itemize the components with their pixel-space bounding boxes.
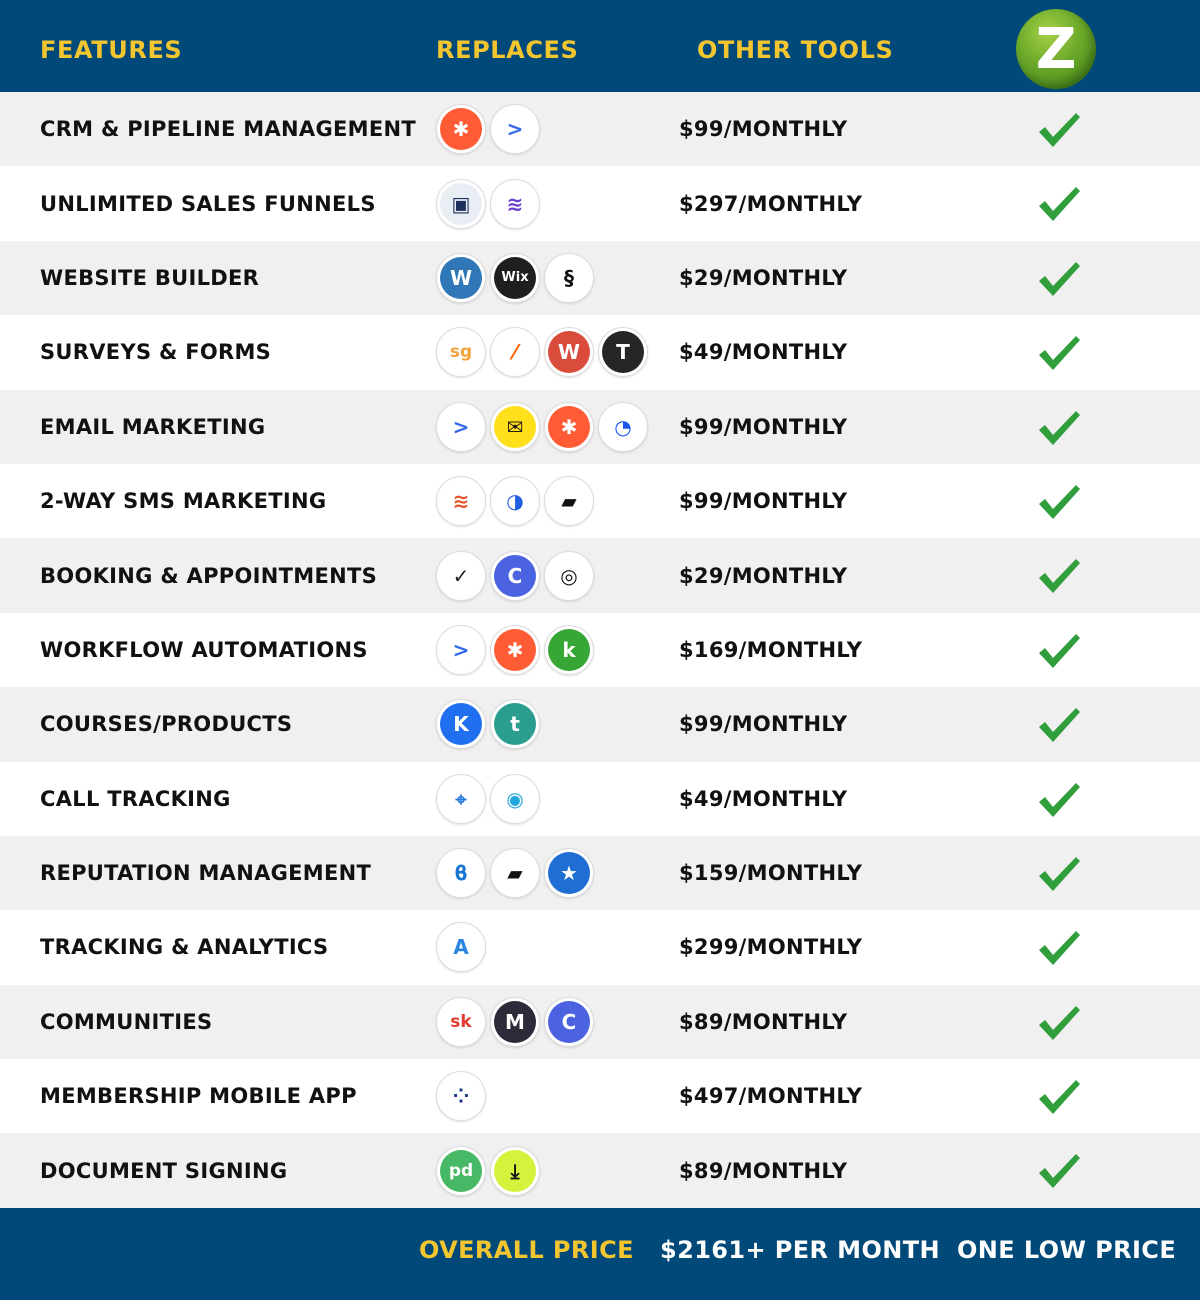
table-row	[0, 1059, 1200, 1133]
feature-name: COMMUNITIES	[40, 1009, 213, 1034]
squarespace-icon	[544, 253, 594, 303]
skool-glyph: sk	[440, 1001, 482, 1043]
keap-glyph: k	[548, 629, 590, 671]
replaced-tools	[436, 985, 594, 1059]
feature-name: WORKFLOW AUTOMATIONS	[40, 637, 368, 662]
surveygizmo-glyph: sg	[440, 331, 482, 373]
other-tools-price: $299/MONTHLY	[679, 935, 863, 960]
calltrackingmetrics-icon	[490, 774, 540, 824]
other-tools-price: $99/MONTHLY	[679, 489, 848, 514]
jotform-icon	[490, 327, 540, 377]
comparison-rows	[0, 92, 1200, 1208]
constant-contact-icon	[598, 402, 648, 452]
replaced-tools	[436, 92, 540, 166]
replaced-tools	[436, 762, 540, 836]
replaced-tools	[436, 1133, 540, 1207]
wufoo-glyph: W	[548, 331, 590, 373]
replaced-tools	[436, 538, 594, 612]
hubspot-icon	[490, 625, 540, 675]
typeform-glyph: T	[602, 331, 644, 373]
other-tools-price: $99/MONTHLY	[679, 414, 848, 439]
table-row	[0, 836, 1200, 910]
activecampaign-icon	[436, 625, 486, 675]
kartra-icon	[490, 179, 540, 229]
checkmark-icon	[1036, 110, 1082, 150]
feature-name: DOCUMENT SIGNING	[40, 1158, 288, 1183]
table-header	[0, 0, 1200, 92]
other-tools-price: $99/MONTHLY	[679, 117, 848, 142]
calltrackingmetrics-glyph: ◉	[494, 778, 536, 820]
feature-name: COURSES/PRODUCTS	[40, 712, 293, 737]
table-row	[0, 1133, 1200, 1207]
table-row	[0, 464, 1200, 538]
table-row	[0, 92, 1200, 166]
table-row	[0, 762, 1200, 836]
clicksend-icon	[436, 476, 486, 526]
wix-icon	[490, 253, 540, 303]
feature-name: TRACKING & ANALYTICS	[40, 935, 329, 960]
checkmark-icon	[1036, 1151, 1082, 1191]
table-row	[0, 687, 1200, 761]
checkmark-icon	[1036, 928, 1082, 968]
podium-icon	[544, 476, 594, 526]
clickfunnels-glyph: ▣	[440, 183, 482, 225]
feature-name: SURVEYS & FORMS	[40, 340, 272, 365]
mailchimp-icon	[490, 402, 540, 452]
other-tools-price: $89/MONTHLY	[679, 1158, 848, 1183]
feature-name: CALL TRACKING	[40, 786, 231, 811]
typeform-icon	[598, 327, 648, 377]
calendly-icon	[490, 551, 540, 601]
other-tools-total: $2161+ PER MONTH	[660, 1236, 941, 1264]
feature-name: EMAIL MARKETING	[40, 414, 266, 439]
feature-name: CRM & PIPELINE MANAGEMENT	[40, 117, 416, 142]
checkmark-icon	[1036, 482, 1082, 522]
replaced-tools	[436, 613, 594, 687]
feature-name: REPUTATION MANAGEMENT	[40, 861, 372, 886]
checkmark-icon	[1036, 184, 1082, 224]
table-row	[0, 538, 1200, 612]
table-row	[0, 315, 1200, 389]
podium-glyph: ▰	[548, 480, 590, 522]
table-row	[0, 390, 1200, 464]
analytics-icon	[436, 922, 486, 972]
replaced-tools	[436, 241, 594, 315]
checkmark-icon	[1036, 259, 1082, 299]
feature-name: 2-WAY SMS MARKETING	[40, 489, 327, 514]
other-tools-price: $29/MONTHLY	[679, 563, 848, 588]
overall-price-label: OVERALL PRICE	[419, 1236, 634, 1264]
docusign-icon	[490, 1146, 540, 1196]
replaced-tools	[436, 1059, 486, 1133]
analytics-glyph: A	[440, 926, 482, 968]
replaces-column-header: REPLACES	[436, 36, 579, 64]
birdeye-glyph: ϐ	[440, 852, 482, 894]
features-column-header: FEATURES	[40, 36, 183, 64]
hubspot-icon	[436, 104, 486, 154]
setmore-glyph: ◎	[548, 555, 590, 597]
callrail-glyph: ⌖	[440, 778, 482, 820]
birdeye-icon	[436, 848, 486, 898]
activecampaign-icon	[490, 104, 540, 154]
other-tools-price: $49/MONTHLY	[679, 786, 848, 811]
kajabi-glyph: K	[440, 703, 482, 745]
trustpilot-icon	[544, 848, 594, 898]
replaced-tools	[436, 910, 486, 984]
hubspot-icon	[544, 402, 594, 452]
table-row	[0, 910, 1200, 984]
other-tools-price: $497/MONTHLY	[679, 1084, 863, 1109]
checkmark-icon	[1036, 408, 1082, 448]
replaced-tools	[436, 315, 648, 389]
setmore-icon	[544, 551, 594, 601]
membership-app-glyph: ⁘	[440, 1075, 482, 1117]
feature-name: UNLIMITED SALES FUNNELS	[40, 191, 376, 216]
checkmark-icon	[1036, 333, 1082, 373]
podium-icon	[490, 848, 540, 898]
one-low-price-label: ONE LOW PRICE	[957, 1236, 1177, 1264]
other-tools-price: $29/MONTHLY	[679, 265, 848, 290]
jotform-glyph: ⁄	[494, 331, 536, 373]
surveygizmo-icon	[436, 327, 486, 377]
checkmark-icon	[1036, 780, 1082, 820]
feature-name: BOOKING & APPOINTMENTS	[40, 563, 378, 588]
other-tools-price: $159/MONTHLY	[679, 861, 863, 886]
hubspot-glyph: ✱	[494, 629, 536, 671]
feature-name: WEBSITE BUILDER	[40, 265, 260, 290]
replaced-tools	[436, 464, 594, 538]
acuity-icon	[436, 551, 486, 601]
other-tools-price: $99/MONTHLY	[679, 712, 848, 737]
table-row	[0, 613, 1200, 687]
checkmark-icon	[1036, 854, 1082, 894]
replaced-tools	[436, 390, 648, 464]
table-footer	[0, 1208, 1200, 1300]
table-row	[0, 166, 1200, 240]
checkmark-icon	[1036, 705, 1082, 745]
mighty-networks-glyph: M	[494, 1001, 536, 1043]
membership-app-icon	[436, 1071, 486, 1121]
simpletexting-icon	[490, 476, 540, 526]
feature-name: MEMBERSHIP MOBILE APP	[40, 1084, 357, 1109]
checkmark-icon	[1036, 1003, 1082, 1043]
wordpress-icon	[436, 253, 486, 303]
skool-icon	[436, 997, 486, 1047]
circle-glyph: C	[548, 1001, 590, 1043]
pandadoc-glyph: pd	[440, 1150, 482, 1192]
other-tools-price: $297/MONTHLY	[679, 191, 863, 216]
table-row	[0, 985, 1200, 1059]
wufoo-icon	[544, 327, 594, 377]
clicksend-glyph: ≋	[440, 480, 482, 522]
other-tools-price: $169/MONTHLY	[679, 637, 863, 662]
hubspot-glyph: ✱	[440, 108, 482, 150]
activecampaign-glyph: >	[494, 108, 536, 150]
mailchimp-glyph: ✉	[494, 406, 536, 448]
keap-icon	[544, 625, 594, 675]
replaced-tools	[436, 687, 540, 761]
activecampaign-glyph: >	[440, 629, 482, 671]
callrail-icon	[436, 774, 486, 824]
checkmark-icon	[1036, 1077, 1082, 1117]
teachable-icon	[490, 699, 540, 749]
teachable-glyph: t	[494, 703, 536, 745]
pandadoc-icon	[436, 1146, 486, 1196]
activecampaign-icon	[436, 402, 486, 452]
table-row	[0, 241, 1200, 315]
z-logo: Z	[1016, 9, 1096, 89]
constant-contact-glyph: ◔	[602, 406, 644, 448]
acuity-glyph: ✓	[440, 555, 482, 597]
simpletexting-glyph: ◑	[494, 480, 536, 522]
podium-glyph: ▰	[494, 852, 536, 894]
other-tools-column-header: OTHER TOOLS	[697, 36, 894, 64]
docusign-glyph: ⤓	[494, 1150, 536, 1192]
mighty-networks-icon	[490, 997, 540, 1047]
checkmark-icon	[1036, 556, 1082, 596]
checkmark-icon	[1036, 631, 1082, 671]
replaced-tools	[436, 166, 540, 240]
hubspot-glyph: ✱	[548, 406, 590, 448]
kajabi-icon	[436, 699, 486, 749]
trustpilot-glyph: ★	[548, 852, 590, 894]
squarespace-glyph: §	[548, 257, 590, 299]
other-tools-price: $89/MONTHLY	[679, 1009, 848, 1034]
calendly-glyph: C	[494, 555, 536, 597]
circle-icon	[544, 997, 594, 1047]
wordpress-glyph: W	[440, 257, 482, 299]
kartra-glyph: ≋	[494, 183, 536, 225]
activecampaign-glyph: >	[440, 406, 482, 448]
clickfunnels-icon	[436, 179, 486, 229]
other-tools-price: $49/MONTHLY	[679, 340, 848, 365]
wix-glyph: Wix	[494, 257, 536, 299]
replaced-tools	[436, 836, 594, 910]
